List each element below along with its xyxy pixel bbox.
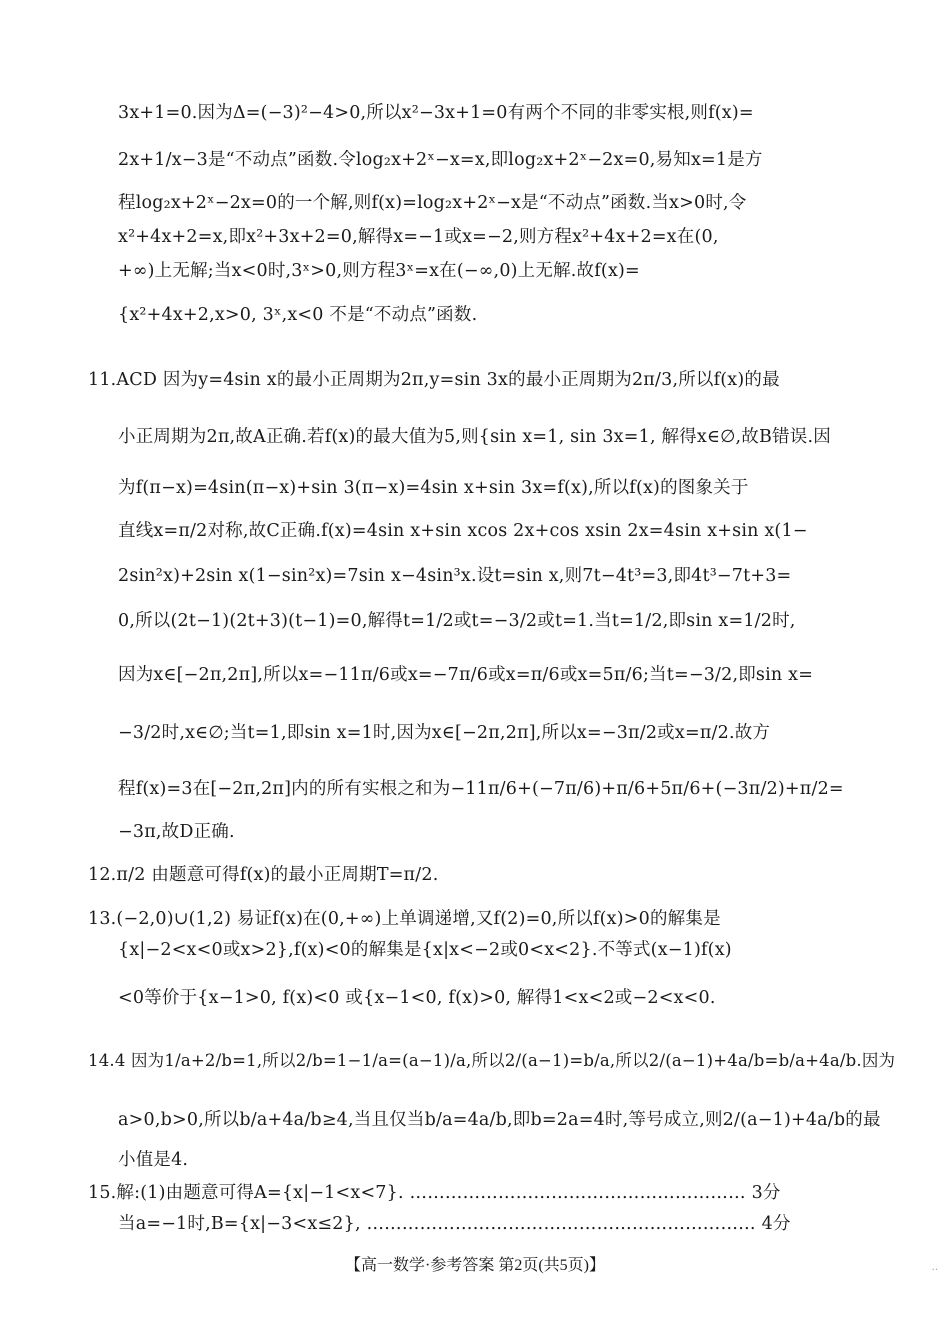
text-line: {x²+4x+2,x>0, 3ˣ,x<0 不是“不动点”函数. [118, 305, 478, 325]
corner-mark: .. [931, 1262, 938, 1273]
text-line: 2sin²x)+2sin x(1−sin²x)=7sin x−4sin³x.设t=sin x,则7t−4t³=3,即4t³−7t+3= [118, 566, 792, 586]
text-line: 直线x=π/2对称,故C正确.f(x)=4sin x+sin xcos 2x+cos xsin 2x=4sin x+sin x(1− [118, 521, 808, 541]
page-footer: 【高一数学·参考答案 第2页(共5页)】 [345, 1257, 605, 1274]
text-line: {x|−2<x<0或x>2},f(x)<0的解集是{x|x<−2或0<x<2}.不等式(x−1)f(x) [118, 940, 732, 960]
answer-14-line: 14.4 因为1/a+2/b=1,所以2/b=1−1/a=(a−1)/a,所以2/(a−1)=b/a,所以2/(a−1)+4a/b=b/a+4a/b.因为 [88, 1051, 896, 1070]
text-line: x²+4x+2=x,即x²+3x+2=0,解得x=−1或x=−2,则方程x²+4x+2=x在(0, [118, 227, 719, 247]
text-line: 当a=−1时,B={x|−3<x≤2}, ………………………………………………………… 4分 [118, 1214, 791, 1234]
text-line: −3π,故D正确. [118, 822, 235, 842]
text-line: 程f(x)=3在[−2π,2π]内的所有实根之和为−11π/6+(−7π/6)+π/6+5π/6+(−3π/2)+π/2= [118, 779, 844, 799]
answer-12-line: 12.π/2 由题意可得f(x)的最小正周期T=π/2. [88, 865, 439, 885]
text-line: +∞)上无解;当x<0时,3ˣ>0,则方程3ˣ=x在(−∞,0)上无解.故f(x)= [118, 261, 640, 281]
text-line: 小正周期为2π,故A正确.若f(x)的最大值为5,则{sin x=1, sin 3x=1, 解得x∈∅,故B错误.因 [118, 427, 831, 447]
text-line: 为f(π−x)=4sin(π−x)+sin 3(π−x)=4sin x+sin 3x=f(x),所以f(x)的图象关于 [118, 478, 749, 498]
text-line: −3/2时,x∈∅;当t=1,即sin x=1时,因为x∈[−2π,2π],所以x=−3π/2或x=π/2.故方 [118, 723, 771, 743]
text-line: 2x+1/x−3是“不动点”函数.令log₂x+2ˣ−x=x,即log₂x+2ˣ−2x=0,易知x=1是方 [118, 150, 763, 170]
text-line: <0等价于{x−1>0, f(x)<0 或{x−1<0, f(x)>0, 解得1<x<2或−2<x<0. [118, 988, 716, 1008]
answer-11-line: 11.ACD 因为y=4sin x的最小正周期为2π,y=sin 3x的最小正周期为2π/3,所以f(x)的最 [88, 370, 780, 390]
text-line: 3x+1=0.因为Δ=(−3)²−4>0,所以x²−3x+1=0有两个不同的非零实根,则f(x)= [118, 103, 754, 123]
text-line: 0,所以(2t−1)(2t+3)(t−1)=0,解得t=1/2或t=−3/2或t=1.当t=1/2,即sin x=1/2时, [118, 611, 796, 631]
text-line: 程log₂x+2ˣ−2x=0的一个解,则f(x)=log₂x+2ˣ−x是“不动点”函数.当x>0时,令 [118, 193, 747, 213]
text-line: 因为x∈[−2π,2π],所以x=−11π/6或x=−7π/6或x=π/6或x=5π/6;当t=−3/2,即sin x= [118, 665, 814, 685]
answer-13-line: 13.(−2,0)∪(1,2) 易证f(x)在(0,+∞)上单调递增,又f(2)=0,所以f(x)>0的解集是 [88, 909, 721, 929]
answer-15-line: 15.解:(1)由题意可得A={x|−1<x<7}. ………………………………………………… 3分 [88, 1183, 781, 1203]
text-line: 小值是4. [118, 1150, 189, 1170]
text-line: a>0,b>0,所以b/a+4a/b≥4,当且仅当b/a=4a/b,即b=2a=4时,等号成立,则2/(a−1)+4a/b的最 [118, 1110, 881, 1130]
